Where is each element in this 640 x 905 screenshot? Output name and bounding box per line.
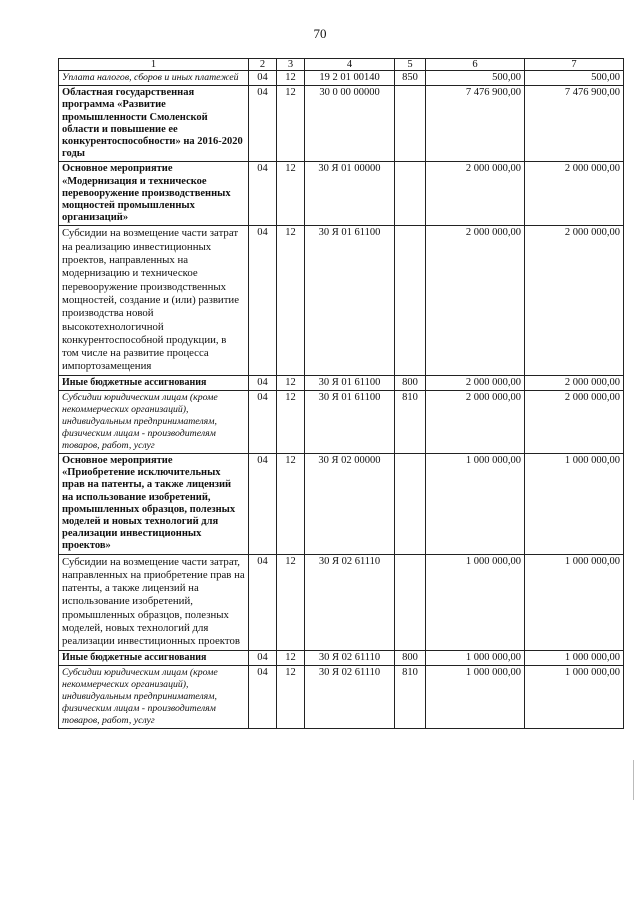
row-amount-year1: 1 000 000,00 — [426, 665, 525, 728]
row-amount-year1: 2 000 000,00 — [426, 226, 525, 375]
col-header-2: 2 — [249, 59, 277, 71]
scan-margin-mark — [633, 760, 634, 800]
row-section: 04 — [249, 375, 277, 390]
row-amount-year2: 2 000 000,00 — [525, 162, 624, 226]
row-amount-year1: 1 000 000,00 — [426, 650, 525, 665]
row-target-code: 30 0 00 00000 — [305, 86, 395, 162]
col-header-3: 3 — [277, 59, 305, 71]
row-section: 04 — [249, 71, 277, 86]
row-subsection: 12 — [277, 71, 305, 86]
row-target-code: 30 Я 01 61100 — [305, 226, 395, 375]
row-subsection: 12 — [277, 650, 305, 665]
col-header-7: 7 — [525, 59, 624, 71]
row-amount-year2: 1 000 000,00 — [525, 554, 624, 650]
row-amount-year1: 7 476 900,00 — [426, 86, 525, 162]
row-target-code: 30 Я 02 00000 — [305, 453, 395, 554]
table-row — [59, 554, 624, 650]
row-section: 04 — [249, 665, 277, 728]
row-target-code: 19 2 01 00140 — [305, 71, 395, 86]
row-subsection: 12 — [277, 665, 305, 728]
row-target-code: 30 Я 02 61110 — [305, 650, 395, 665]
row-subsection: 12 — [277, 162, 305, 226]
row-amount-year2: 1 000 000,00 — [525, 650, 624, 665]
row-expense-type: 810 — [395, 390, 426, 453]
row-target-code: 30 Я 01 61100 — [305, 390, 395, 453]
table-row — [59, 390, 624, 453]
row-expense-type — [395, 86, 426, 162]
row-section: 04 — [249, 554, 277, 650]
table-row — [59, 71, 624, 86]
row-section: 04 — [249, 390, 277, 453]
row-target-code: 30 Я 01 61100 — [305, 375, 395, 390]
row-expense-type: 800 — [395, 375, 426, 390]
row-name: Субсидии на возмещение части затрат, направленных на приобретение прав на патенты, а также лицензий на использование изобретений, промышленных образцов, полезных моделей, новых технологий для реализации инвестиционных проектов — [59, 554, 249, 650]
table-row — [59, 86, 624, 162]
row-amount-year1: 1 000 000,00 — [426, 554, 525, 650]
row-expense-type: 850 — [395, 71, 426, 86]
row-amount-year1: 500,00 — [426, 71, 525, 86]
row-section: 04 — [249, 162, 277, 226]
row-name: Иные бюджетные ассигнования — [59, 650, 249, 665]
table-row — [59, 162, 624, 226]
row-section: 04 — [249, 226, 277, 375]
row-name: Субсидии юридическим лицам (кроме некоммерческих организаций), индивидуальным предпринимателям, физическим лицам - производителям товаров, работ, услуг — [59, 665, 249, 728]
row-section: 04 — [249, 453, 277, 554]
row-amount-year1: 2 000 000,00 — [426, 162, 525, 226]
row-amount-year1: 2 000 000,00 — [426, 375, 525, 390]
row-section: 04 — [249, 650, 277, 665]
budget-table — [58, 58, 624, 729]
row-amount-year2: 1 000 000,00 — [525, 665, 624, 728]
row-amount-year1: 1 000 000,00 — [426, 453, 525, 554]
row-target-code: 30 Я 02 61110 — [305, 554, 395, 650]
row-name: Иные бюджетные ассигнования — [59, 375, 249, 390]
row-expense-type — [395, 554, 426, 650]
col-header-4: 4 — [305, 59, 395, 71]
row-name: Основное мероприятие «Модернизация и техническое перевооружение производственных мощностей промышленных организаций» — [59, 162, 249, 226]
row-subsection: 12 — [277, 86, 305, 162]
row-subsection: 12 — [277, 226, 305, 375]
row-expense-type: 810 — [395, 665, 426, 728]
row-name: Субсидии на возмещение части затрат на реализацию инвестиционных проектов, направленных на модернизацию и техническое перевооружение производственных мощностей, создание и (или) развитие производства новой высокотехнологичной конкурентоспособной продукции, в том числе на развитие процесса импортозамещения — [59, 226, 249, 375]
row-amount-year2: 500,00 — [525, 71, 624, 86]
row-expense-type — [395, 453, 426, 554]
row-expense-type — [395, 162, 426, 226]
col-header-6: 6 — [426, 59, 525, 71]
row-subsection: 12 — [277, 554, 305, 650]
row-amount-year2: 2 000 000,00 — [525, 390, 624, 453]
table-row — [59, 226, 624, 375]
row-amount-year1: 2 000 000,00 — [426, 390, 525, 453]
row-amount-year2: 2 000 000,00 — [525, 226, 624, 375]
row-expense-type: 800 — [395, 650, 426, 665]
row-name: Уплата налогов, сборов и иных платежей — [59, 71, 249, 86]
table-body — [59, 71, 624, 729]
col-header-1: 1 — [59, 59, 249, 71]
row-target-code: 30 Я 02 61110 — [305, 665, 395, 728]
table-row — [59, 453, 624, 554]
row-section: 04 — [249, 86, 277, 162]
page-number: 70 — [313, 26, 327, 41]
row-expense-type — [395, 226, 426, 375]
row-subsection: 12 — [277, 453, 305, 554]
header-row — [59, 59, 624, 71]
row-name: Областная государственная программа «Развитие промышленности Смоленской области и повышение ее конкурентоспособности» на 2016-2020 годы — [59, 86, 249, 162]
table-row — [59, 375, 624, 390]
row-subsection: 12 — [277, 390, 305, 453]
row-amount-year2: 2 000 000,00 — [525, 375, 624, 390]
table-row — [59, 665, 624, 728]
row-target-code: 30 Я 01 00000 — [305, 162, 395, 226]
table-row — [59, 650, 624, 665]
col-header-5: 5 — [395, 59, 426, 71]
row-amount-year2: 7 476 900,00 — [525, 86, 624, 162]
row-name: Субсидии юридическим лицам (кроме некоммерческих организаций), индивидуальным предпринимателям, физическим лицам - производителям товаров, работ, услуг — [59, 390, 249, 453]
row-name: Основное мероприятие «Приобретение исключительных прав на патенты, а также лицензий на использование изобретений, промышленных образцов, полезных моделей и новых технологий для реализации инвестиционных проектов» — [59, 453, 249, 554]
row-amount-year2: 1 000 000,00 — [525, 453, 624, 554]
row-subsection: 12 — [277, 375, 305, 390]
